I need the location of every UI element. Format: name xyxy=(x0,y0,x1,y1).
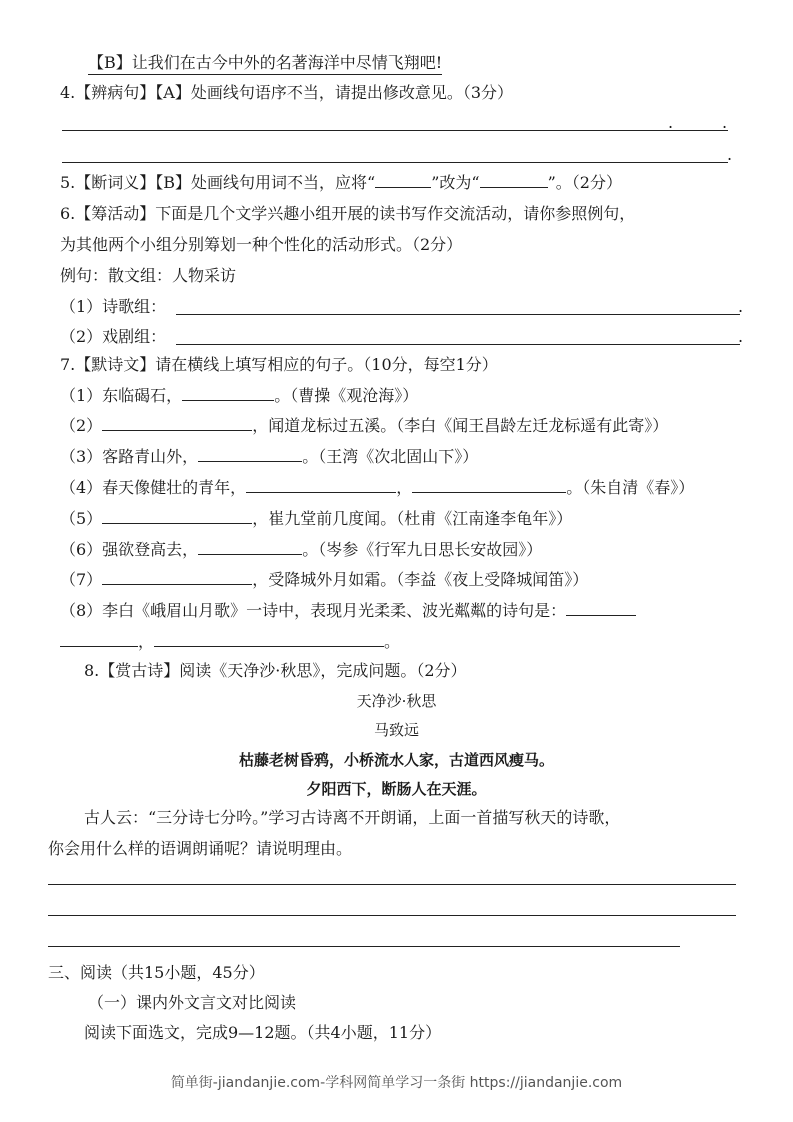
section-3-heading: 三、阅读（共15小题，45分） xyxy=(48,963,265,982)
q8-paragraph-line2: 你会用什么样的语调朗诵呢？请说明理由。 xyxy=(48,839,353,858)
q7-item-8-line2 xyxy=(60,631,400,653)
q7-item-7 xyxy=(60,569,588,591)
q7-5-blank[interactable] xyxy=(102,509,252,524)
q7-item-2 xyxy=(60,415,668,437)
q7-1-blank[interactable] xyxy=(182,386,274,401)
q7-8-text-c: 。 xyxy=(384,632,401,651)
q7-3-text-a: （3）客路青山外， xyxy=(60,447,199,466)
q5-blank-2[interactable] xyxy=(480,173,548,188)
question-8: 8.【赏古诗】阅读《天净沙·秋思》，完成问题。（2分） xyxy=(84,661,467,680)
dot-6a: . xyxy=(738,297,744,316)
q7-8-text-a: （8）李白《峨眉山月歌》一诗中，表现月光柔柔、波光粼粼的诗句是： xyxy=(60,601,567,620)
answer-line-8c[interactable] xyxy=(48,946,680,947)
question-4: 4.【辨病句】【A】处画线句语序不当，请提出修改意见。（3分） xyxy=(60,83,514,102)
answer-line-6b[interactable] xyxy=(176,344,740,345)
q5-text-b: ”改为“ xyxy=(431,173,480,192)
q7-item-1 xyxy=(60,385,418,407)
dot-4a: . xyxy=(668,113,674,132)
answer-line-4a[interactable] xyxy=(62,130,728,131)
q5-blank-1[interactable] xyxy=(375,173,431,188)
q7-item-5 xyxy=(60,508,572,530)
q7-4-text-c: 。（朱自清《春》） xyxy=(566,478,695,497)
poem-author: 马致远 xyxy=(373,721,419,739)
q7-2-text-b: ，闻道龙标过五溪。（李白《闻王昌龄左迁龙标遥有此寄》） xyxy=(252,416,669,435)
q7-6-blank[interactable] xyxy=(198,540,302,555)
q7-3-text-b: 。（王湾《次北固山下》） xyxy=(302,447,479,466)
q7-7-blank[interactable] xyxy=(102,570,252,585)
q7-4-text-a: （4）春天像健壮的青年， xyxy=(60,478,247,497)
q7-5-text-b: ，崔九堂前几度闻。（杜甫《江南逢李龟年》） xyxy=(252,509,573,528)
question-7: 7.【默诗文】请在横线上填写相应的句子。（10分，每空1分） xyxy=(60,355,498,374)
q7-item-8-line1 xyxy=(60,600,636,622)
q5-text-a: 5.【断词义】【B】处画线句用词不当，应将“ xyxy=(60,173,376,192)
answer-line-4b[interactable] xyxy=(62,162,728,163)
answer-line-6a[interactable] xyxy=(176,314,740,315)
q7-6-text-b: 。（岑参《行军九日思长安故园》） xyxy=(302,540,543,559)
q7-2-text-a: （2） xyxy=(60,416,103,435)
q7-6-text-a: （6）强欲登高去， xyxy=(60,540,199,559)
question-6-line1: 6.【筹活动】下面是几个文学兴趣小组开展的读书写作交流活动，请你参照例句， xyxy=(60,204,636,223)
q7-7-text-b: ，受降城外月如霜。（李益《夜上受降城闻笛》） xyxy=(252,570,589,589)
q7-8-blank-1a[interactable] xyxy=(566,601,636,616)
q8-paragraph-line1: 古人云：“三分诗七分吟。”学习古诗离不开朗诵，上面一首描写秋天的诗歌， xyxy=(84,808,621,827)
footer-watermark: 简单街-jiandanjie.com-学科网简单学习一条街 https://jiandanjie.com xyxy=(170,1075,623,1091)
dot-4b: . xyxy=(722,113,728,132)
q7-8-text-b: ， xyxy=(138,632,155,651)
q5-text-c: ”。（2分） xyxy=(547,173,622,192)
dot-4c: . xyxy=(727,145,733,164)
answer-line-8a[interactable] xyxy=(48,884,736,885)
q7-5-text-a: （5） xyxy=(60,509,103,528)
q7-3-blank[interactable] xyxy=(198,447,302,462)
q7-item-4 xyxy=(60,477,694,499)
question-6-drama-label: （2）戏剧组： xyxy=(60,327,167,346)
q7-2-blank[interactable] xyxy=(102,416,252,431)
q7-1-text-a: （1）东临碣石， xyxy=(60,386,183,405)
question-6-poetry-label: （1）诗歌组： xyxy=(60,297,167,316)
q7-7-text-a: （7） xyxy=(60,570,103,589)
poem-line-1: 枯藤老树昏鸦，小桥流水人家，古道西风瘦马。 xyxy=(238,751,554,769)
q7-4-text-b: ， xyxy=(396,478,413,497)
q7-4-blank-1[interactable] xyxy=(246,478,396,493)
q7-4-blank-2[interactable] xyxy=(412,478,566,493)
b-line-text: 【B】让我们在古今中外的名著海洋中尽情飞翔吧! xyxy=(88,52,442,75)
dot-6b: . xyxy=(738,327,744,346)
q7-1-text-b: 。（曹操《观沧海》） xyxy=(274,386,419,405)
q7-8-blank-2[interactable] xyxy=(154,632,384,647)
question-6-line2: 为其他两个小组分别筹划一种个性化的活动形式。（2分） xyxy=(60,235,463,254)
section-3-instructions: 阅读下面选文，完成9—12题。（共4小题，11分） xyxy=(84,1023,442,1042)
poem-title: 天净沙·秋思 xyxy=(356,692,437,710)
q7-8-blank-1b[interactable] xyxy=(60,632,138,647)
section-3-subheading: （一）课内外文言文对比阅读 xyxy=(88,993,297,1012)
q7-item-3 xyxy=(60,446,478,468)
question-5 xyxy=(60,172,622,194)
question-6-example: 例句：散文组：人物采访 xyxy=(60,266,237,285)
poem-line-2: 夕阳西下，断肠人在天涯。 xyxy=(306,780,487,798)
answer-line-8b[interactable] xyxy=(48,915,736,916)
q7-item-6 xyxy=(60,539,542,561)
